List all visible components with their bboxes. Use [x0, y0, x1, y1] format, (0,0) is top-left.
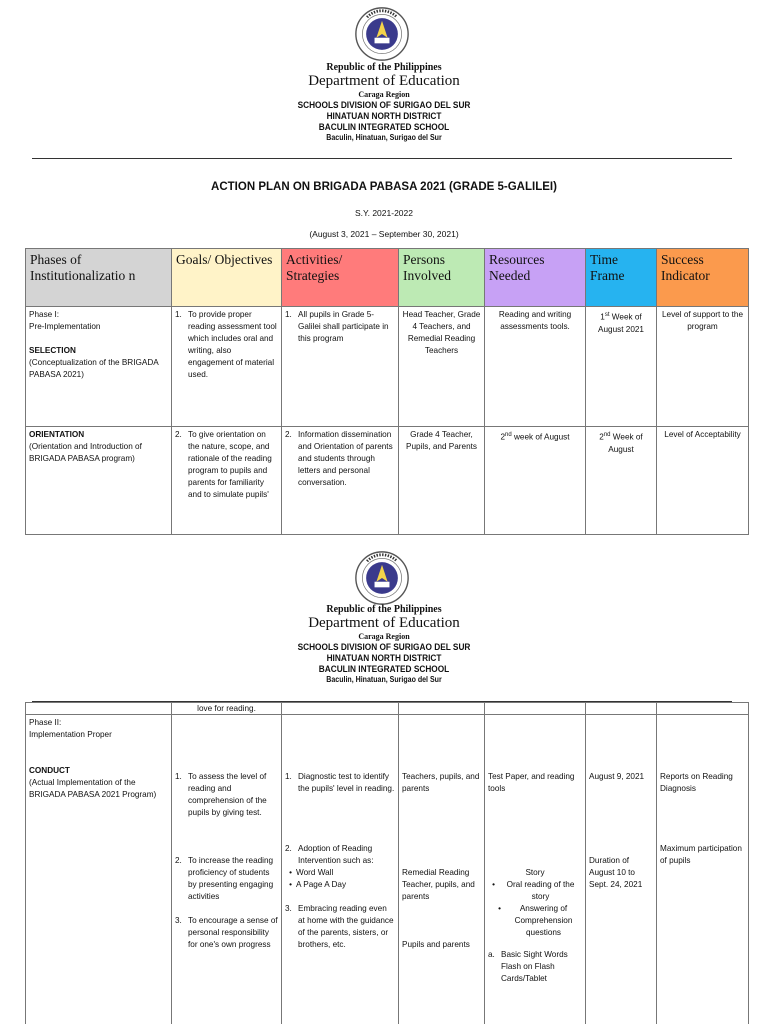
address-label: Baculin, Hinatuan, Surigao del Sur: [326, 133, 442, 142]
success-cell: Level of Acceptability: [657, 427, 749, 535]
col-persons: Persons Involved: [399, 249, 485, 307]
activity-cell: [282, 703, 399, 715]
department-label: Department of Education: [308, 73, 460, 89]
document-title: ACTION PLAN ON BRIGADA PABASA 2021 (GRADE 5-GALILEI): [211, 181, 557, 193]
date-range: (August 3, 2021 – September 30, 2021): [309, 229, 459, 239]
resources-item: Answering of Comprehension questions: [514, 904, 573, 937]
success-text: Maximum participation of pupils: [660, 844, 742, 865]
time-cell: [586, 715, 657, 1024]
col-resources: Resources Needed: [485, 249, 586, 307]
region-label: Caraga Region: [358, 632, 410, 641]
stage-description: (Conceptualization of the BRIGADA PABASA 2021): [29, 358, 159, 379]
republic-label: Republic of the Philippines: [326, 604, 442, 615]
persons-text: Pupils and parents: [402, 940, 470, 949]
deped-seal-icon: [354, 550, 410, 606]
activity-number: 1.: [285, 772, 292, 781]
resources-cell: [485, 715, 586, 1024]
activity-cell: [282, 307, 399, 427]
goal-cell: [172, 715, 282, 1024]
goal-text: To provide proper reading assessment tool which includes oral and writing, also engagement of material used.: [188, 310, 277, 379]
division-label: SCHOOLS DIVISION OF SURIGAO DEL SUR: [297, 642, 471, 652]
department-label: Department of Education: [308, 615, 460, 631]
division-label: SCHOOLS DIVISION OF SURIGAO DEL SUR: [297, 100, 471, 110]
time-suffix: st: [604, 312, 610, 318]
phase-name: Implementation Proper: [29, 730, 112, 739]
goal-number: 2.: [175, 430, 182, 439]
time-rest: Week of August: [608, 432, 643, 454]
time-cell: [586, 307, 657, 427]
stage-description: (Orientation and Introduction of BRIGADA PABASA program): [29, 442, 142, 463]
resources-item: Basic Sight Words Flash on Flash Cards/Tablet: [501, 950, 568, 983]
time-day: 2: [599, 432, 604, 442]
activity-cell: [282, 427, 399, 535]
stage-description: (Actual Implementation of the BRIGADA PABASA 2021 Program): [29, 778, 157, 799]
district-label: HINATUAN NORTH DISTRICT: [326, 653, 442, 663]
persons-cell: Head Teacher, Grade 4 Teachers, and Remedial Reading Teachers: [399, 307, 485, 427]
resources-day: 2: [500, 432, 506, 442]
resources-heading: Story: [525, 868, 545, 877]
goal-text: To increase the reading proficiency of students by presenting engaging activities: [188, 856, 274, 901]
bullet-icon: •: [498, 904, 501, 913]
activity-text: Diagnostic test to identify the pupils' level in reading.: [298, 772, 395, 793]
district-label: HINATUAN NORTH DISTRICT: [326, 111, 442, 121]
goal-cell: [172, 427, 282, 535]
persons-text: Teachers, pupils, and parents: [402, 772, 480, 793]
persons-cell: [399, 703, 485, 715]
resources-suffix: nd: [505, 432, 512, 438]
region-label: Caraga Region: [358, 90, 410, 99]
address-label: Baculin, Hinatuan, Surigao del Sur: [326, 675, 442, 684]
phase-label: Phase II:: [29, 718, 62, 727]
goal-cell: [172, 307, 282, 427]
col-success: Success Indicator: [657, 249, 749, 307]
success-cell: [657, 703, 749, 715]
col-time: Time Frame: [586, 249, 657, 307]
phase-label: Phase I:: [29, 310, 60, 319]
goal-carry-cell: love for reading.: [172, 703, 282, 715]
activity-number: 2.: [285, 430, 292, 439]
page1-letterhead: [0, 62, 768, 143]
time-cell: [586, 703, 657, 715]
intervention-item: A Page A Day: [296, 880, 347, 889]
resources-item: Oral reading of the story: [506, 880, 575, 901]
action-plan-table-page1: [25, 248, 749, 535]
phase-cell: [26, 427, 172, 535]
col-phases: Phases of Institutionalizatio n: [26, 249, 172, 307]
phase-cell: [26, 703, 172, 715]
time-text: August 9, 2021: [589, 772, 645, 781]
intervention-item: Word Wall: [296, 868, 334, 877]
stage-name: SELECTION: [29, 346, 76, 355]
table-row: [26, 703, 749, 715]
activity-text: Embracing reading even at home with the guidance of the parents, sisters, or brothers, etc.: [298, 904, 394, 949]
col-activities: Activities/ Strategies: [282, 249, 399, 307]
time-text: Duration of August 10 to Sept. 24, 2021: [589, 856, 643, 889]
page2-letterhead: [0, 604, 768, 685]
school-label: BACULIN INTEGRATED SCHOOL: [318, 122, 450, 132]
goal-number: 1.: [175, 772, 182, 781]
goal-number: 3.: [175, 916, 182, 925]
success-cell: [657, 715, 749, 1024]
goal-text: To give orientation on the nature, scope, and rationale of the reading program to pupils and parents for familiarity and to simulate pupils': [188, 430, 272, 499]
col-goals: Goals/ Objectives: [172, 249, 282, 307]
table-row: [26, 427, 749, 535]
goal-text: To encourage a sense of personal responsibility for one's own progress: [188, 916, 278, 949]
time-day: 1: [600, 312, 605, 322]
phase-name: Pre-Implementation: [29, 322, 101, 331]
bullet-icon: •: [492, 880, 495, 889]
activity-text: All pupils in Grade 5-Galilei shall participate in this program: [298, 310, 389, 343]
activity-cell: [282, 715, 399, 1024]
stage-name: ORIENTATION: [29, 430, 85, 439]
activity-number: 1.: [285, 310, 292, 319]
republic-label: Republic of the Philippines: [326, 62, 442, 73]
persons-cell: Grade 4 Teacher, Pupils, and Parents: [399, 427, 485, 535]
table-header-row: [26, 249, 749, 307]
header-divider: [32, 158, 732, 159]
time-cell: [586, 427, 657, 535]
activity-number: 2.: [285, 844, 292, 853]
resources-cell: [485, 703, 586, 715]
bullet-icon: •: [289, 880, 292, 889]
activity-number: 3.: [285, 904, 292, 913]
deped-seal-icon: [354, 6, 410, 62]
persons-cell: [399, 715, 485, 1024]
resources-number: a.: [488, 950, 495, 959]
goal-number: 2.: [175, 856, 182, 865]
activity-text: Information dissemination and Orientation of parents and students through letters and personal conversation.: [298, 430, 393, 487]
table-row: [26, 307, 749, 427]
table-row: [26, 715, 749, 1024]
persons-text: Remedial Reading Teacher, pupils, and parents: [402, 868, 475, 901]
time-rest: Week of August 2021: [598, 312, 644, 334]
success-cell: Level of support to the program: [657, 307, 749, 427]
resources-text: Test Paper, and reading tools: [488, 772, 575, 793]
phase-cell: [26, 307, 172, 427]
success-text: Reports on Reading Diagnosis: [660, 772, 733, 793]
resources-cell: Reading and writing assessments tools.: [485, 307, 586, 427]
resources-cell: [485, 427, 586, 535]
stage-name: CONDUCT: [29, 766, 70, 775]
school-year: S.Y. 2021-2022: [355, 208, 413, 218]
phase-cell: [26, 715, 172, 1024]
school-label: BACULIN INTEGRATED SCHOOL: [318, 664, 450, 674]
time-suffix: nd: [603, 432, 611, 438]
resources-rest: week of August: [511, 432, 570, 442]
goal-number: 1.: [175, 310, 182, 319]
goal-text: To assess the level of reading and comprehension of the pupils by giving test.: [188, 772, 267, 817]
bullet-icon: •: [289, 868, 292, 877]
action-plan-table-page2: [25, 702, 749, 1024]
activity-text: Adoption of Reading Intervention such as:: [298, 844, 374, 865]
